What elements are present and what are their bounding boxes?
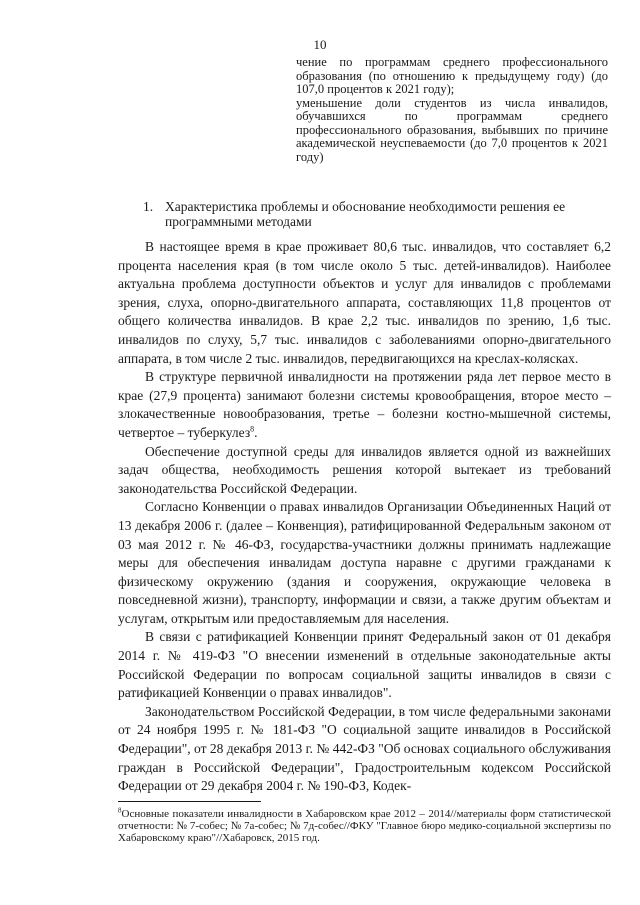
paragraph: Законодательством Российской Федерации, в том числе федеральными законами от 24 ноября 1995 г. № 181-ФЗ "О социальной защите инвалидов в Российской Федерации", от 28 декабря 2013 г. № 442-ФЗ "Об основах социального обслуживания граждан в Российской Федерации", Градостроительным кодексом Российской Федерации от 29 декабря 2004 г. № 190-ФЗ, Кодек- xyxy=(118,703,611,794)
section-number: 1. xyxy=(143,199,154,214)
paragraph: В настоящее время в крае проживает 80,6 тыс. инвалидов, что составляет 6,2 процента населения края (в том числе около 5 тыс. детей-инвалидов). Наиболее актуальна проблема доступности объектов и услуг для инвалидов с проблемами зрения, слуха, опорно-двигательного аппарата, составляющих 11,8 процентов от общего количества инвалидов. В крае 2,2 тыс. инвалидов по зрению, 1,6 тыс. инвалидов по слуху, 5,7 тыс. инвалидов с заболеваниями опорно-двигательного аппарата, в том числе 2 тыс. инвалидов, передвигающихся на креслах-колясках. xyxy=(118,239,611,366)
paragraph-end: . xyxy=(254,424,258,440)
paragraph xyxy=(118,368,611,442)
section-title: Характеристика проблемы и обоснование необходимости решения ее программными методами xyxy=(165,199,566,229)
list-item: уменьшение доли студентов из числа инвалидов, обучавшихся по программам среднего профессионального образования, выбывших по причине академической неуспеваемости (до 7,0 процентов к 2021 году) xyxy=(296,95,608,164)
footnote-divider xyxy=(118,801,261,802)
paragraph-text: В структуре первичной инвалидности на протяжении ряда лет первое место в крае (27,9 процента) занимают болезни системы кровообращения, второе место – злокачественные новообразования, третье – болезни костно-мышечной системы, четвертое – туберкулез xyxy=(118,369,611,440)
section-heading xyxy=(143,199,611,229)
continued-target-list xyxy=(296,56,608,164)
page-number: 10 xyxy=(313,37,327,52)
footnote-text: Основные показатели инвалидности в Хабаровском крае 2012 – 2014//материалы форм статистической отчетности: № 7-собес; № 7а-собес; № 7д-собес//ФКУ "Главное бюро медико-социальной экспертизы по Хабаровскому краю"//Хабаровск, 2015 год. xyxy=(118,808,611,844)
footnote-marker: 8 xyxy=(118,806,122,815)
body-text xyxy=(118,238,611,796)
list-item: чение по программам среднего профессионального образования (по отношению к предыдущему году) (до 107,0 процентов к 2021 году); xyxy=(296,55,608,96)
footnote xyxy=(118,808,611,844)
paragraph: Согласно Конвенции о правах инвалидов Организации Объединенных Наций от 13 декабря 2006 г. (далее – Конвенция), ратифицированной Федеральным законом от 03 мая 2012 г. № 46-ФЗ, государства-участники должны принимать надлежащие меры для обеспечения инвалидам доступа наравне с другими гражданами к физическому окружению (здания и сооружения, окружающие человека в повседневной жизни), транспорту, информации и связи, а также другим объектам и услугам, открытым или предоставляемым для населения. xyxy=(118,499,611,626)
paragraph: В связи с ратификацией Конвенции принят Федеральный закон от 01 декабря 2014 г. № 419-ФЗ "О внесении изменений в отдельные законодательные акты Российской Федерации по вопросам социальной защиты инвалидов в связи с ратификацией Конвенции о правах инвалидов". xyxy=(118,629,611,701)
paragraph: Обеспечение доступной среды для инвалидов является одной из важнейших задач общества, необходимость решения которой вытекает из требований законодательства Российской Федерации. xyxy=(118,443,611,496)
footnote-reference[interactable]: 8 xyxy=(250,424,255,434)
